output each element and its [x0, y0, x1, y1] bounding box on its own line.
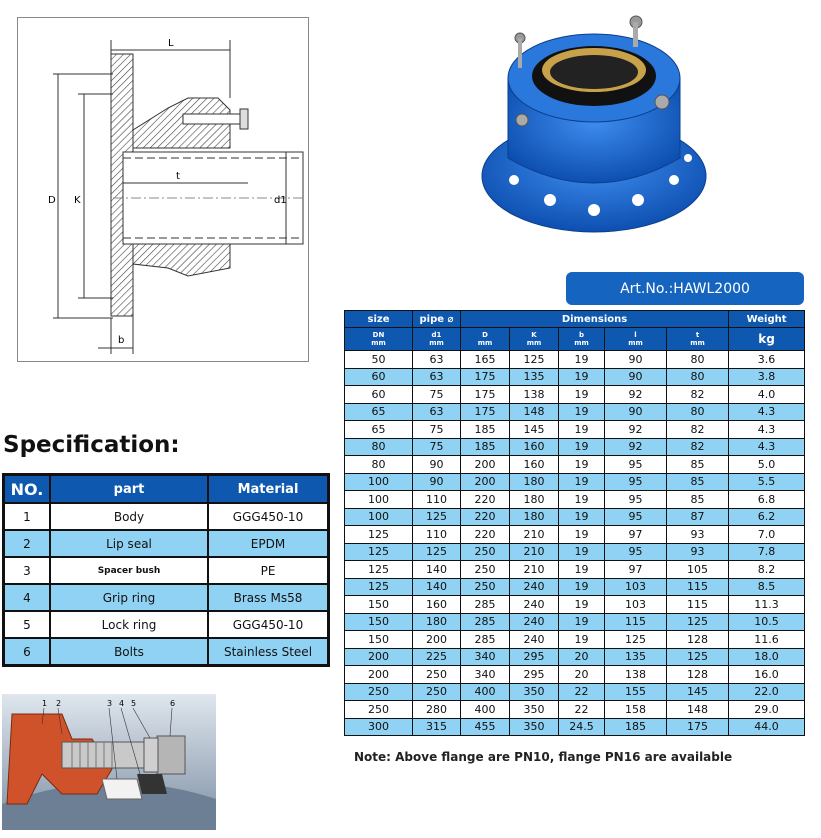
table-cell: 295 [510, 648, 559, 666]
table-cell: 100 [345, 491, 413, 509]
table-cell: 4.3 [729, 421, 805, 439]
drawing-label-d1: d1 [274, 195, 287, 206]
table-cell: 165 [461, 351, 510, 369]
table-cell: 60 [345, 368, 413, 386]
column-name: b [578, 331, 584, 339]
table-cell: 240 [510, 613, 559, 631]
column-unit: mm [628, 339, 643, 347]
table-cell: 100 [345, 508, 413, 526]
table-row [345, 648, 805, 666]
table-cell: 16.0 [729, 666, 805, 684]
header-dimensions: Dimensions [461, 311, 729, 328]
column-name: DN [372, 331, 385, 339]
table-cell: 145 [510, 421, 559, 439]
drawing-label-t: t [176, 171, 180, 182]
table-cell: 65 [345, 421, 413, 439]
table-cell: 125 [413, 543, 461, 561]
table-cell: 6.2 [729, 508, 805, 526]
table-cell: 175 [461, 403, 510, 421]
table-cell: 22 [559, 683, 605, 701]
table-row [345, 578, 805, 596]
table-row [345, 386, 805, 404]
table-cell: 350 [510, 683, 559, 701]
table-cell: 6.8 [729, 491, 805, 509]
table-cell: 19 [559, 386, 605, 404]
table-cell: 103 [605, 578, 667, 596]
table-cell: 90 [413, 473, 461, 491]
drawing-label-K: K [74, 195, 81, 206]
table-cell: 19 [559, 543, 605, 561]
table-cell: 19 [559, 438, 605, 456]
table-cell: 250 [461, 543, 510, 561]
column-unit: mm [371, 339, 386, 347]
table-row [345, 701, 805, 719]
table-cell: 80 [667, 368, 729, 386]
table-row [345, 526, 805, 544]
table-cell: 160 [413, 596, 461, 614]
column-header-7 [729, 328, 805, 351]
table-cell: 295 [510, 666, 559, 684]
table-cell: 180 [413, 613, 461, 631]
table-cell: 340 [461, 666, 510, 684]
column-unit: mm [526, 339, 542, 347]
table-cell: 175 [667, 718, 729, 736]
table-cell: 19 [559, 351, 605, 369]
table-cell: 125 [667, 613, 729, 631]
table-cell: 95 [605, 508, 667, 526]
table-cell: 97 [605, 561, 667, 579]
column-header-1 [413, 328, 461, 351]
spec-cell-material: GGG450-10 [208, 503, 328, 530]
table-cell: 82 [667, 421, 729, 439]
table-cell: 8.5 [729, 578, 805, 596]
table-cell: 250 [413, 683, 461, 701]
table-cell: 90 [605, 368, 667, 386]
spec-cell-part: Grip ring [50, 584, 208, 611]
table-cell: 19 [559, 473, 605, 491]
table-row [345, 491, 805, 509]
table-cell: 125 [345, 526, 413, 544]
cutaway-label-3: 3 [107, 699, 113, 708]
column-unit: mm [574, 339, 589, 347]
table-cell: 87 [667, 508, 729, 526]
table-cell: 135 [605, 648, 667, 666]
table-row [345, 351, 805, 369]
table-cell: 80 [345, 456, 413, 474]
table-cell: 128 [667, 631, 729, 649]
column-name: kg [758, 332, 775, 346]
table-cell: 110 [413, 491, 461, 509]
spec-cell-part: Body [50, 503, 208, 530]
table-cell: 225 [413, 648, 461, 666]
table-cell: 80 [667, 351, 729, 369]
table-cell: 63 [413, 351, 461, 369]
table-cell: 160 [510, 438, 559, 456]
table-cell: 138 [605, 666, 667, 684]
table-cell: 19 [559, 631, 605, 649]
table-cell: 95 [605, 491, 667, 509]
product-photo [478, 8, 710, 240]
table-cell: 19 [559, 456, 605, 474]
dimensions-subheader-row [345, 328, 805, 351]
table-cell: 285 [461, 613, 510, 631]
drawing-label-D: D [48, 195, 56, 206]
spec-row [4, 503, 328, 530]
article-number-badge: Art.No.:HAWL2000 [566, 272, 804, 305]
cutaway-label-6: 6 [170, 699, 176, 708]
table-cell: 18.0 [729, 648, 805, 666]
table-cell: 90 [413, 456, 461, 474]
flange-note: Note: Above flange are PN10, flange PN16 are available [354, 750, 733, 764]
table-cell: 148 [667, 701, 729, 719]
column-name: l [634, 331, 637, 339]
table-cell: 125 [345, 561, 413, 579]
table-cell: 115 [667, 596, 729, 614]
table-cell: 155 [605, 683, 667, 701]
column-header-6 [667, 328, 729, 351]
table-cell: 400 [461, 701, 510, 719]
column-name: t [695, 331, 700, 339]
table-row [345, 456, 805, 474]
table-row [345, 543, 805, 561]
cutaway-label-4: 4 [119, 699, 125, 708]
table-cell: 19 [559, 491, 605, 509]
table-cell: 95 [605, 473, 667, 491]
table-cell: 5.0 [729, 456, 805, 474]
table-cell: 10.5 [729, 613, 805, 631]
table-cell: 125 [345, 578, 413, 596]
table-cell: 60 [345, 386, 413, 404]
table-cell: 19 [559, 368, 605, 386]
table-cell: 175 [461, 368, 510, 386]
table-cell: 180 [510, 491, 559, 509]
table-cell: 135 [510, 368, 559, 386]
column-header-2 [461, 328, 510, 351]
table-cell: 250 [413, 666, 461, 684]
table-cell: 160 [510, 456, 559, 474]
header-size: size [345, 311, 413, 328]
table-cell: 3.6 [729, 351, 805, 369]
table-cell: 220 [461, 526, 510, 544]
table-cell: 75 [413, 438, 461, 456]
table-row [345, 508, 805, 526]
table-cell: 65 [345, 403, 413, 421]
table-cell: 210 [510, 543, 559, 561]
spec-row [4, 530, 328, 557]
table-cell: 350 [510, 718, 559, 736]
spec-cell-no: 3 [4, 557, 50, 584]
table-row [345, 403, 805, 421]
table-cell: 90 [605, 351, 667, 369]
table-cell: 240 [510, 578, 559, 596]
table-cell: 148 [510, 403, 559, 421]
drawing-label-L: L [168, 38, 174, 49]
dimensions-body [345, 351, 805, 736]
table-cell: 140 [413, 561, 461, 579]
specification-table [2, 473, 330, 667]
table-cell: 85 [667, 456, 729, 474]
table-cell: 90 [605, 403, 667, 421]
dimensions-table [344, 310, 805, 736]
table-cell: 8.2 [729, 561, 805, 579]
table-cell: 80 [345, 438, 413, 456]
table-cell: 5.5 [729, 473, 805, 491]
table-cell: 200 [461, 473, 510, 491]
table-cell: 19 [559, 403, 605, 421]
spec-cell-no: 6 [4, 638, 50, 665]
table-cell: 145 [667, 683, 729, 701]
table-cell: 220 [461, 508, 510, 526]
table-cell: 200 [461, 456, 510, 474]
table-cell: 63 [413, 368, 461, 386]
table-cell: 200 [345, 666, 413, 684]
table-cell: 82 [667, 386, 729, 404]
table-cell: 125 [510, 351, 559, 369]
table-cell: 19 [559, 421, 605, 439]
column-name: D [482, 331, 488, 339]
table-cell: 92 [605, 386, 667, 404]
table-cell: 11.3 [729, 596, 805, 614]
column-name: d1 [431, 331, 442, 339]
specification-title: Specification: [3, 432, 180, 458]
specification-body [4, 503, 328, 665]
spec-cell-material: PE [208, 557, 328, 584]
table-row [345, 438, 805, 456]
table-cell: 128 [667, 666, 729, 684]
cutaway-photo [2, 694, 216, 830]
table-cell: 82 [667, 438, 729, 456]
table-cell: 11.6 [729, 631, 805, 649]
spec-row [4, 584, 328, 611]
spec-row [4, 557, 328, 584]
table-cell: 92 [605, 438, 667, 456]
header-weight: Weight [729, 311, 805, 328]
table-cell: 180 [510, 473, 559, 491]
table-cell: 350 [510, 701, 559, 719]
table-cell: 250 [461, 578, 510, 596]
table-cell: 63 [413, 403, 461, 421]
table-row [345, 613, 805, 631]
table-cell: 7.8 [729, 543, 805, 561]
spec-cell-material: GGG450-10 [208, 611, 328, 638]
table-cell: 105 [667, 561, 729, 579]
table-cell: 220 [461, 491, 510, 509]
spec-cell-no: 2 [4, 530, 50, 557]
table-cell: 210 [510, 561, 559, 579]
table-cell: 93 [667, 526, 729, 544]
table-row [345, 596, 805, 614]
table-cell: 158 [605, 701, 667, 719]
table-row [345, 561, 805, 579]
column-header-0 [345, 328, 413, 351]
table-cell: 110 [413, 526, 461, 544]
spec-cell-no: 4 [4, 584, 50, 611]
table-cell: 125 [345, 543, 413, 561]
table-cell: 75 [413, 421, 461, 439]
table-cell: 7.0 [729, 526, 805, 544]
table-cell: 185 [461, 438, 510, 456]
table-cell: 4.3 [729, 438, 805, 456]
table-cell: 92 [605, 421, 667, 439]
table-cell: 125 [605, 631, 667, 649]
column-header-3 [510, 328, 559, 351]
table-cell: 19 [559, 578, 605, 596]
cutaway-label-5: 5 [131, 699, 137, 708]
drawing-label-b: b [118, 335, 125, 346]
spec-cell-part: Lock ring [50, 611, 208, 638]
table-row [345, 473, 805, 491]
table-cell: 97 [605, 526, 667, 544]
table-cell: 19 [559, 613, 605, 631]
table-cell: 29.0 [729, 701, 805, 719]
header-pipe: pipe ⌀ [413, 311, 461, 328]
table-cell: 340 [461, 648, 510, 666]
table-cell: 75 [413, 386, 461, 404]
table-cell: 200 [345, 648, 413, 666]
table-cell: 140 [413, 578, 461, 596]
spec-header-material: Material [208, 475, 328, 503]
table-cell: 85 [667, 473, 729, 491]
table-cell: 19 [559, 526, 605, 544]
table-cell: 24.5 [559, 718, 605, 736]
spec-cell-part: Bolts [50, 638, 208, 665]
table-cell: 115 [667, 578, 729, 596]
table-cell: 315 [413, 718, 461, 736]
table-cell: 210 [510, 526, 559, 544]
table-cell: 93 [667, 543, 729, 561]
table-cell: 19 [559, 508, 605, 526]
table-row [345, 666, 805, 684]
table-cell: 125 [413, 508, 461, 526]
table-row [345, 631, 805, 649]
table-cell: 22.0 [729, 683, 805, 701]
table-cell: 20 [559, 648, 605, 666]
cutaway-label-1: 1 [42, 699, 48, 708]
table-row [345, 421, 805, 439]
table-cell: 285 [461, 596, 510, 614]
table-cell: 19 [559, 596, 605, 614]
column-unit: mm [477, 339, 493, 347]
table-cell: 19 [559, 561, 605, 579]
table-cell: 185 [461, 421, 510, 439]
column-unit: mm [429, 339, 444, 347]
table-cell: 400 [461, 683, 510, 701]
table-cell: 185 [605, 718, 667, 736]
table-row [345, 368, 805, 386]
table-cell: 4.3 [729, 403, 805, 421]
table-cell: 80 [667, 403, 729, 421]
spec-row [4, 611, 328, 638]
table-cell: 250 [461, 561, 510, 579]
table-row [345, 718, 805, 736]
column-unit: mm [690, 339, 705, 347]
table-cell: 285 [461, 631, 510, 649]
spec-row [4, 638, 328, 665]
table-cell: 280 [413, 701, 461, 719]
table-cell: 22 [559, 701, 605, 719]
table-cell: 20 [559, 666, 605, 684]
spec-cell-no: 5 [4, 611, 50, 638]
table-cell: 44.0 [729, 718, 805, 736]
technical-drawing [17, 17, 309, 362]
spec-cell-material: EPDM [208, 530, 328, 557]
spec-cell-part: Lip seal [50, 530, 208, 557]
table-cell: 100 [345, 473, 413, 491]
column-name: K [531, 331, 537, 339]
column-header-5 [605, 328, 667, 351]
table-cell: 115 [605, 613, 667, 631]
table-cell: 300 [345, 718, 413, 736]
spec-cell-material: Brass Ms58 [208, 584, 328, 611]
table-row [345, 683, 805, 701]
table-cell: 95 [605, 543, 667, 561]
table-cell: 85 [667, 491, 729, 509]
table-cell: 180 [510, 508, 559, 526]
spec-cell-part: Spacer bush [50, 557, 208, 584]
table-cell: 150 [345, 596, 413, 614]
table-cell: 240 [510, 596, 559, 614]
table-cell: 138 [510, 386, 559, 404]
table-cell: 175 [461, 386, 510, 404]
table-cell: 240 [510, 631, 559, 649]
table-cell: 95 [605, 456, 667, 474]
table-cell: 150 [345, 613, 413, 631]
column-header-4 [559, 328, 605, 351]
spec-header-part: part [50, 475, 208, 503]
spec-cell-material: Stainless Steel [208, 638, 328, 665]
table-cell: 103 [605, 596, 667, 614]
table-cell: 200 [413, 631, 461, 649]
spec-header-no: NO. [4, 475, 50, 503]
table-cell: 250 [345, 683, 413, 701]
table-cell: 150 [345, 631, 413, 649]
table-cell: 125 [667, 648, 729, 666]
table-cell: 3.8 [729, 368, 805, 386]
spec-cell-no: 1 [4, 503, 50, 530]
table-cell: 455 [461, 718, 510, 736]
table-cell: 250 [345, 701, 413, 719]
table-cell: 50 [345, 351, 413, 369]
cutaway-label-2: 2 [56, 699, 62, 708]
table-cell: 4.0 [729, 386, 805, 404]
